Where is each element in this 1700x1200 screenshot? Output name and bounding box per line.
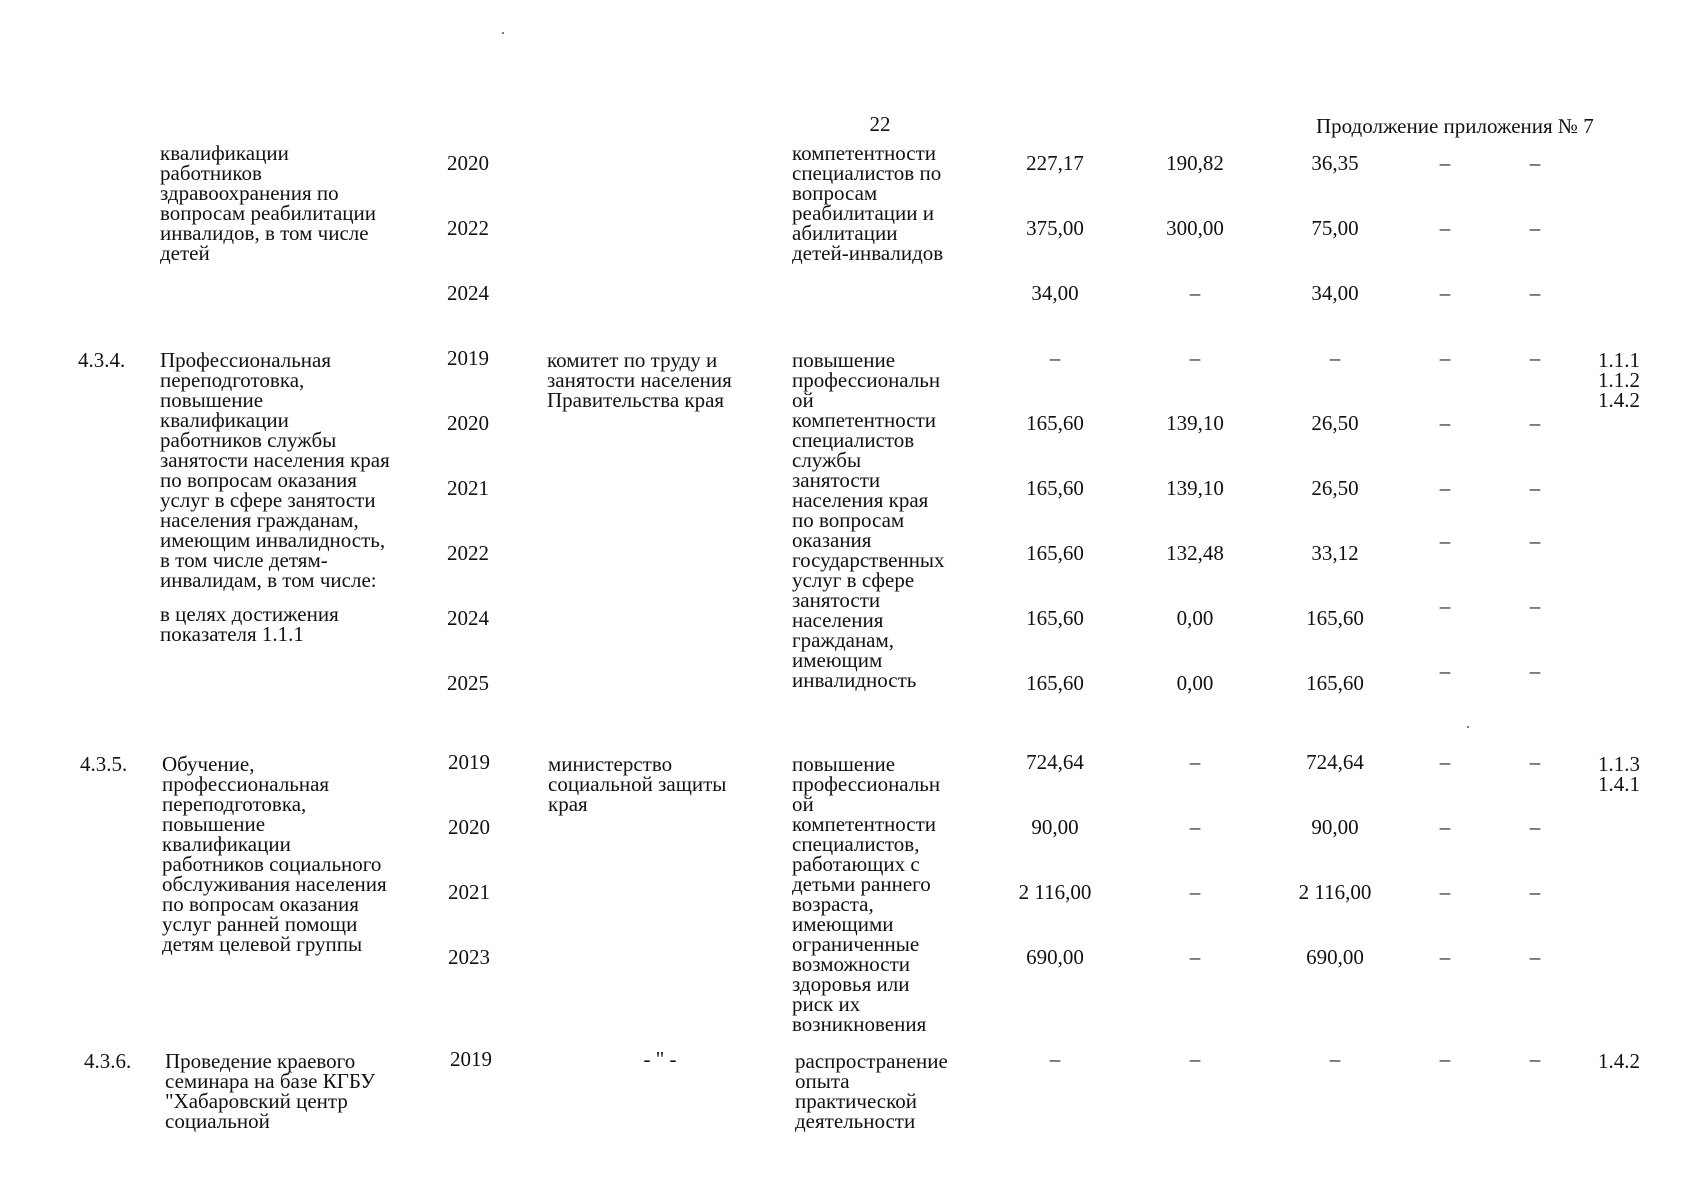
row-434-mun-3: – <box>1439 529 1451 553</box>
row-435-total-0: 724,64 <box>1026 750 1084 774</box>
row-434-other-2: – <box>1529 476 1541 500</box>
row-436-name: Проведение краевого семинара на базе КГБУ "Хабаровский центр социальной <box>165 1049 376 1133</box>
row-435-year-1: 2020 <box>448 815 490 839</box>
row-434-year-2: 2021 <box>447 476 489 500</box>
row-1-total-0: 227,17 <box>1026 151 1084 175</box>
row-435-other-1: – <box>1529 815 1541 839</box>
row-1-total-1: 375,00 <box>1026 216 1084 240</box>
row-434-total-1: 165,60 <box>1026 411 1084 435</box>
row-435-result: повышение профессиональн ой компетентности специалистов, работающих с детьми раннего возраста, имеющими ограниченные возможности здоровья или риск их возникновения <box>792 752 941 1036</box>
row-435-name: Обучение, профессиональная переподготовка, повышение квалификации работников социального обслуживания населения по вопросам оказания услуг ранней помощи детям целевой группы <box>162 752 387 956</box>
row-1-other-2: – <box>1529 281 1541 305</box>
row-434-mun-0: – <box>1439 346 1451 370</box>
row-1-fed-2: – <box>1189 281 1201 305</box>
row-435-reg-3: 690,00 <box>1306 945 1364 969</box>
row-1-year-2: 2024 <box>447 281 489 305</box>
row-434-other-4: – <box>1529 594 1541 618</box>
row-434-other-0: – <box>1529 346 1541 370</box>
row-435-total-3: 690,00 <box>1026 945 1084 969</box>
row-1-fed-1: 300,00 <box>1166 216 1224 240</box>
row-434-reg-4: 165,60 <box>1306 606 1364 630</box>
row-435-other-0: – <box>1529 750 1541 774</box>
row-434-other-1: – <box>1529 411 1541 435</box>
row-436-fed-0: – <box>1189 1047 1201 1071</box>
row-436-links: 1.4.2 <box>1598 1049 1640 1073</box>
row-436-mun-0: – <box>1439 1047 1451 1071</box>
row-434-year-3: 2022 <box>447 541 489 565</box>
row-435-other-3: – <box>1529 945 1541 969</box>
row-1-name: квалификации работников здравоохранения по вопросам реабилитации инвалидов, в том числе детей <box>160 141 376 265</box>
row-434-mun-2: – <box>1439 476 1451 500</box>
row-435-number: 4.3.5. <box>80 752 128 776</box>
row-1-reg-0: 36,35 <box>1311 151 1359 175</box>
row-434-reg-0: – <box>1329 346 1341 370</box>
row-435-mun-1: – <box>1439 815 1451 839</box>
continuation-note: Продолжение приложения № 7 <box>1316 114 1594 138</box>
row-434-fed-1: 139,10 <box>1166 411 1224 435</box>
row-434-year-4: 2024 <box>447 606 489 630</box>
row-435-year-3: 2023 <box>448 945 490 969</box>
row-434-name-extra: в целях достижения показателя 1.1.1 <box>160 602 339 646</box>
row-1-mun-2: – <box>1439 281 1451 305</box>
row-436-total-0: – <box>1049 1047 1061 1071</box>
row-436-other-0: – <box>1529 1047 1541 1071</box>
row-435-fed-3: – <box>1189 945 1201 969</box>
row-434-mun-1: – <box>1439 411 1451 435</box>
row-1-reg-1: 75,00 <box>1311 216 1359 240</box>
row-1-year-0: 2020 <box>447 151 489 175</box>
row-434-reg-2: 26,50 <box>1311 476 1359 500</box>
row-1-total-2: 34,00 <box>1031 281 1079 305</box>
row-436-executor: - " - <box>643 1047 677 1071</box>
row-1-mun-1: – <box>1439 216 1451 240</box>
row-435-fed-1: – <box>1189 815 1201 839</box>
row-434-other-5: – <box>1529 659 1541 683</box>
row-435-year-2: 2021 <box>448 880 490 904</box>
row-435-mun-0: – <box>1439 750 1451 774</box>
scan-speck <box>1467 726 1469 728</box>
row-434-reg-5: 165,60 <box>1306 671 1364 695</box>
row-434-fed-4: 0,00 <box>1176 606 1214 630</box>
row-1-fed-0: 190,82 <box>1166 151 1224 175</box>
row-434-year-1: 2020 <box>447 411 489 435</box>
row-435-reg-0: 724,64 <box>1306 750 1364 774</box>
row-434-year-5: 2025 <box>447 671 489 695</box>
row-434-name: Профессиональная переподготовка, повышение квалификации работников службы занятости населения края по вопросам оказания услуг в сфере занятости населения гражданам, имеющим инвалидность, в том числе детям- инвалидам, в том числе: <box>160 348 390 592</box>
row-434-fed-2: 139,10 <box>1166 476 1224 500</box>
row-1-mun-0: – <box>1439 151 1451 175</box>
row-435-total-2: 2 116,00 <box>1018 880 1092 904</box>
page-number: 22 <box>869 112 891 136</box>
row-434-total-4: 165,60 <box>1026 606 1084 630</box>
row-435-executor: министерство социальной защиты края <box>548 752 727 816</box>
scan-speck-top <box>502 32 504 34</box>
row-1-year-1: 2022 <box>447 216 489 240</box>
row-435-year-0: 2019 <box>448 750 490 774</box>
row-1-other-0: – <box>1529 151 1541 175</box>
row-434-reg-3: 33,12 <box>1311 541 1359 565</box>
row-435-other-2: – <box>1529 880 1541 904</box>
row-434-fed-0: – <box>1189 346 1201 370</box>
row-435-reg-2: 2 116,00 <box>1298 880 1372 904</box>
row-435-links: 1.1.3 1.4.1 <box>1598 752 1640 796</box>
row-434-fed-5: 0,00 <box>1176 671 1214 695</box>
row-434-year-0: 2019 <box>447 346 489 370</box>
row-434-links: 1.1.1 1.1.2 1.4.2 <box>1598 348 1640 412</box>
row-434-number: 4.3.4. <box>78 348 126 372</box>
row-434-reg-1: 26,50 <box>1311 411 1359 435</box>
row-436-reg-0: – <box>1329 1047 1341 1071</box>
row-434-total-5: 165,60 <box>1026 671 1084 695</box>
row-434-other-3: – <box>1529 529 1541 553</box>
row-436-number: 4.3.6. <box>84 1049 132 1073</box>
row-435-mun-3: – <box>1439 945 1451 969</box>
row-435-mun-2: – <box>1439 880 1451 904</box>
row-434-total-0: – <box>1049 346 1061 370</box>
row-434-total-3: 165,60 <box>1026 541 1084 565</box>
row-435-fed-2: – <box>1189 880 1201 904</box>
row-435-total-1: 90,00 <box>1031 815 1079 839</box>
row-434-mun-5: – <box>1439 659 1451 683</box>
row-1-other-1: – <box>1529 216 1541 240</box>
row-435-reg-1: 90,00 <box>1311 815 1359 839</box>
row-1-result: компетентности специалистов по вопросам реабилитации и абилитации детей-инвалидов <box>792 141 944 265</box>
row-434-total-2: 165,60 <box>1026 476 1084 500</box>
row-1-reg-2: 34,00 <box>1311 281 1359 305</box>
row-434-result: повышение профессиональн ой компетентности специалистов службы занятости населения края по вопросам оказания государственных услуг в сфере занятости населения гражданам, имеющим инвалидность <box>792 348 945 692</box>
row-436-result: распространение опыта практической деятельности <box>795 1049 948 1133</box>
row-434-executor: комитет по труду и занятости населения Правительства края <box>547 348 732 412</box>
row-434-mun-4: – <box>1439 594 1451 618</box>
row-436-year-0: 2019 <box>450 1047 492 1071</box>
row-434-fed-3: 132,48 <box>1166 541 1224 565</box>
row-435-fed-0: – <box>1189 750 1201 774</box>
